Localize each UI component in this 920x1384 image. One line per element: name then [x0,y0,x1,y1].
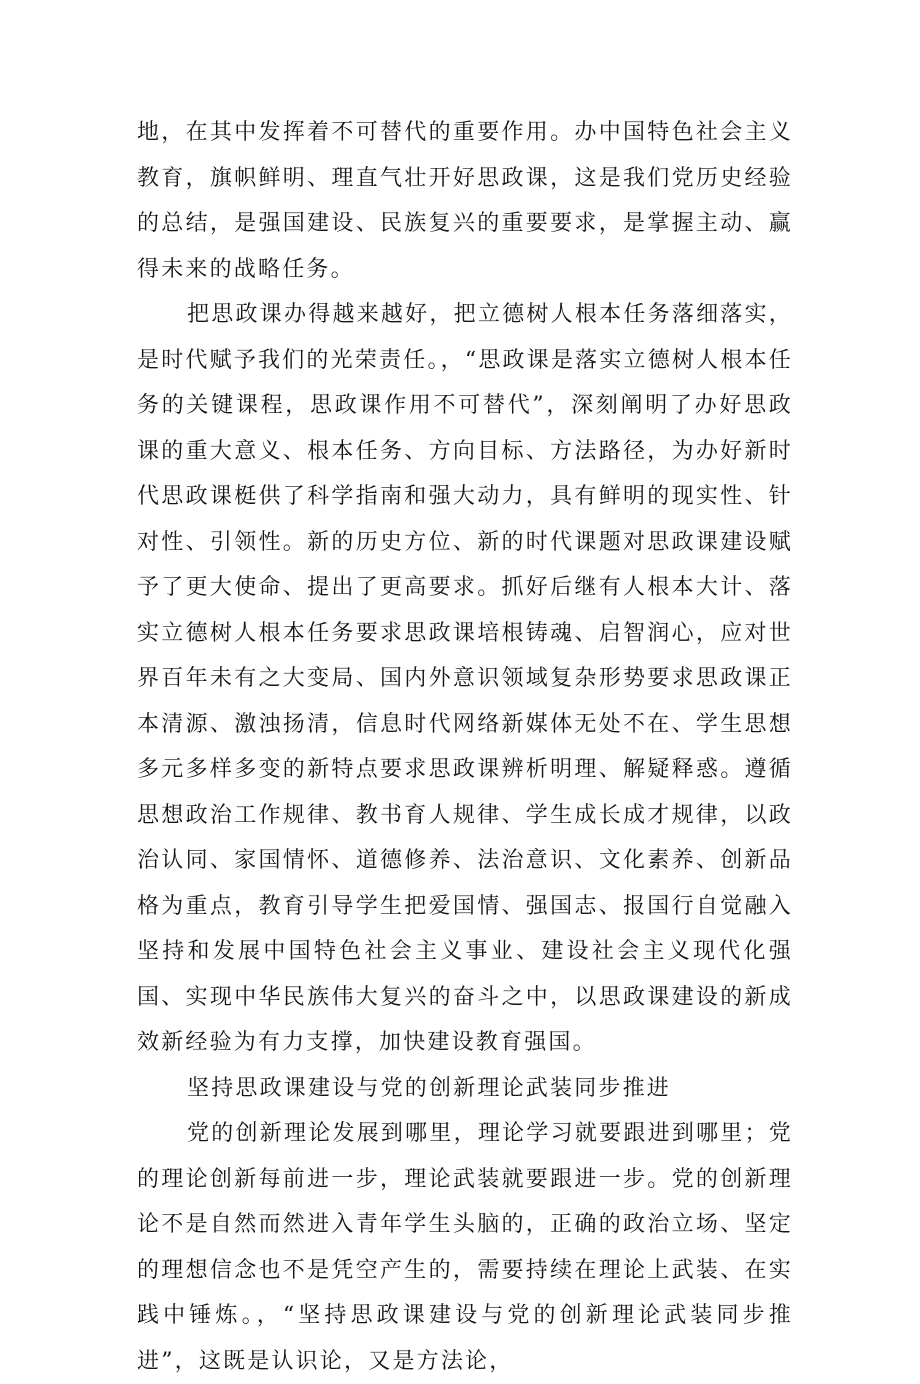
paragraph-theory-armament: 党的创新理论发展到哪里，理论学习就要跟进到哪里；党的理论创新每前进一步，理论武装就要跟进一步。党的创新理论不是自然而然进入青年学生头脑的，正确的政治立场、坚定的理想信念也不是凭空产生的，需要持续在理论上武装、在实践中锤炼。，“坚持思政课建设与党的创新理论武装同步推进”，这既是认识论，又是方法论， [137,1121,793,1374]
paragraph-continuation: 地，在其中发挥着不可替代的重要作用。办中国特色社会主义教育，旗帜鲜明、理直气壮开好思政课，这是我们党历史经验的总结，是强国建设、民族复兴的重要要求，是掌握主动、赢得未来的战略任务。 [137,120,793,282]
paragraph-ideological-course-responsibility: 把思政课办得越来越好，把立德树人根本任务落细落实，是时代赋予我们的光荣责任。，“思政课是落实立德树人根本任务的关键课程，思政课作用不可替代”，深刻阐明了办好思政课的重大意义、根本任务、方向目标、方法路径，为办好新时代思政课梃供了科学指南和强大动力，具有鲜明的现实性、针对性、引领性。新的历史方位、新的时代课题对思政课建设赋予了更大使命、提出了更高要求。抓好后继有人根本大计、落实立德树人根本任务要求思政课培根铸魂、启智润心，应对世界百年未有之大变局、国内外意识领域复杂形势要求思政课正本清源、激浊扬清，信息时代网络新媒体无处不在、学生思想多元多样多变的新特点要求思政课辨析明理、解疑释惑。遵循思想政治工作规律、教书育人规律、学生成长成才规律，以政治认同、家国情怀、道德修养、法治意识、文化素养、创新品格为重点，教育引导学生把爱国情、强国志、报国行自觉融入坚持和发展中国特色社会主义事业、建设社会主义现代化强国、实现中华民族伟大复兴的奋斗之中，以思政课建设的新成效新经验为有力支撑，加快建设教育强国。 [137,302,793,1055]
document-body [137,110,793,1384]
section-heading: 坚持思政课建设与党的创新理论武装同步推进 [187,1075,672,1101]
